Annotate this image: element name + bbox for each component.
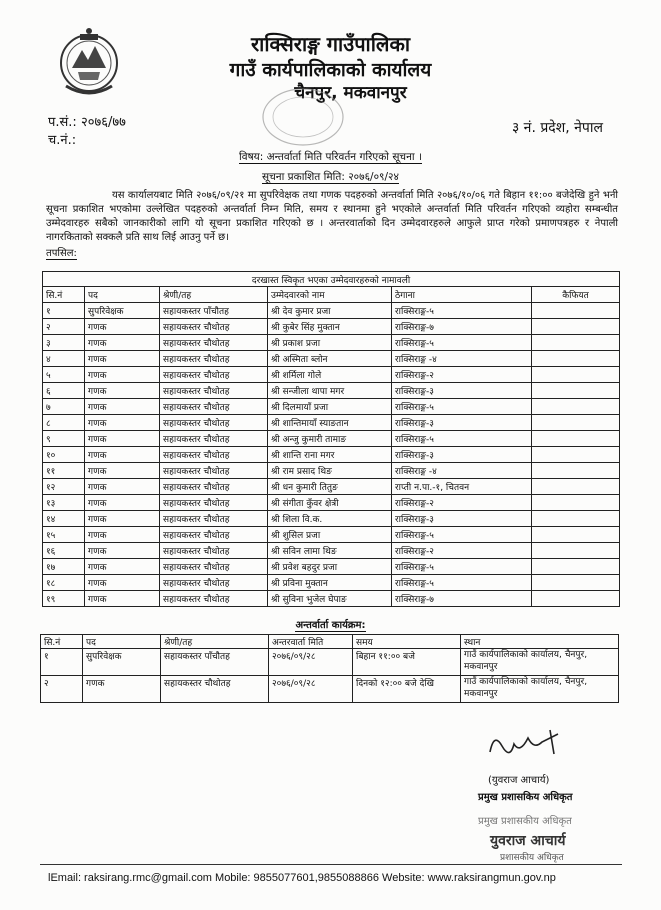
table-cell: गाउँ कार्यपालिकाको कार्यालय, चैनपुर, मकवानपुर: [461, 676, 619, 703]
table-cell: श्री दिलमायाँ प्रजा: [268, 399, 392, 415]
table-cell: १: [41, 649, 83, 676]
stamp-title: प्रमुख प्रशासकीय अधिकृत: [478, 816, 572, 827]
table-cell: [532, 399, 620, 415]
table-cell: [532, 511, 620, 527]
office-name: गाउँ कार्यपालिकाको कार्यालय: [229, 59, 432, 81]
table-cell: [532, 431, 620, 447]
table-cell: २०७६/०९/२८: [269, 649, 353, 676]
candidates-table-caption: दरखास्त स्विकृत भएका उम्मेदवारहरुको नामावली: [43, 272, 620, 287]
table-cell: १७: [43, 559, 85, 575]
stamp-subtitle: प्रशासकीय अधिकृत: [500, 853, 564, 863]
table-row: [43, 447, 620, 463]
table-cell: गणक: [85, 511, 160, 527]
table-cell: [532, 591, 620, 607]
table-cell: सहायकस्तर चौथोतह: [160, 335, 268, 351]
footer-contact: lEmail: raksirang.rmc@gmail.com Mobile: 9855077601,9855088866 Website: www.raksirangmun.gov.np: [48, 872, 556, 884]
notice-body: यस कार्यालयबाट मिति २०७६/०९/२१ मा सुपरिवेक्षक तथा गणक पदहरुको अन्तर्वार्ता मिति २०७६/१०/०६ गते बिहान ११:०० बजेदेखि हुने भनी सूचना प्रकाशित भएकोमा उल्लेखित पदहरुको अन्तर्वार्ता निम्न मिति, समय र स्थानमा हुने भएकोले अन्तर्वार्ता मिति परिवर्तन गरिएको व्यहोरा सम्बन्धीत उम्मेदवारहरु सबैको जानकारीको लागि यो सूचना प्रकाशित गरिएको छ । अन्तरवार्ताको दिन उम्मेदवारहरुले आफुले प्राप्त गरेको प्रमाणपत्रहरु र नेपाली नागरकिताको सक्कलै प्रति साथ लिई आउनु पर्ने छ।: [46, 190, 618, 243]
signatory-title: प्रमुख प्रशासकिय अधिकृत: [478, 792, 573, 803]
table-cell: गणक: [85, 415, 160, 431]
table-cell: ५: [43, 367, 85, 383]
table-cell: १४: [43, 511, 85, 527]
table-cell: दिनको १२:०० बजे देखि: [353, 676, 461, 703]
notice-subject: विषय: अन्तर्वार्ता मिति परिवर्तन गरिएको सूचना ।: [239, 151, 422, 163]
table-cell: ३: [43, 335, 85, 351]
table-cell: सहायकस्तर पाँचौतह: [160, 303, 268, 319]
table-row: [41, 676, 619, 703]
signatory-name: (युवराज आचार्य): [488, 775, 550, 786]
table-cell: [532, 559, 620, 575]
signature-icon: [480, 724, 570, 764]
schedule-header-row: [41, 635, 619, 649]
table-row: [43, 591, 620, 607]
table-cell: श्री सुविना भुजेल घेपाङ: [268, 591, 392, 607]
table-cell: [532, 463, 620, 479]
table-cell: सहायकस्तर चौथोतह: [160, 559, 268, 575]
table-cell: राक्सिराङ्ग-७: [392, 591, 532, 607]
table-cell: गणक: [85, 399, 160, 415]
table-cell: सहायकस्तर चौथोतह: [160, 399, 268, 415]
col-header: पद: [85, 287, 160, 303]
table-cell: गणक: [85, 351, 160, 367]
table-row: [43, 543, 620, 559]
col-header: श्रेणी/तह: [160, 287, 268, 303]
schedule-caption: अन्तर्वार्ता कार्यक्रम:: [295, 620, 366, 631]
table-cell: राक्सिराङ्ग-२: [392, 367, 532, 383]
table-cell: ४: [43, 351, 85, 367]
table-cell: श्री शान्ति राना मगर: [268, 447, 392, 463]
table-cell: सहायकस्तर चौथोतह: [160, 543, 268, 559]
table-cell: गणक: [85, 479, 160, 495]
table-cell: राक्सिराङ्ग-२: [392, 543, 532, 559]
table-cell: सहायकस्तर चौथोतह: [160, 351, 268, 367]
table-cell: सहायकस्तर चौथोतह: [160, 447, 268, 463]
table-cell: [532, 319, 620, 335]
table-cell: ११: [43, 463, 85, 479]
table-row: [43, 463, 620, 479]
col-header: श्रेणी/तह: [161, 635, 269, 649]
table-cell: गणक: [85, 495, 160, 511]
table-cell: राक्सिराङ्ग-५: [392, 303, 532, 319]
table-cell: श्री प्रविना मुक्तान: [268, 575, 392, 591]
table-cell: [532, 495, 620, 511]
table-cell: सहायकस्तर चौथोतह: [160, 319, 268, 335]
col-header: सि.नं: [41, 635, 83, 649]
col-header: उम्मेदवारको नाम: [268, 287, 392, 303]
table-cell: १०: [43, 447, 85, 463]
table-cell: गणक: [85, 319, 160, 335]
table-cell: राक्सिराङ्ग -४: [392, 351, 532, 367]
table-cell: सहायकस्तर चौथोतह: [160, 511, 268, 527]
table-cell: गणक: [83, 676, 161, 703]
table-cell: २: [43, 319, 85, 335]
table-cell: १५: [43, 527, 85, 543]
table-cell: श्री शुसिल प्रजा: [268, 527, 392, 543]
table-row: [43, 319, 620, 335]
table-cell: श्री सन्जीला थापा मगर: [268, 383, 392, 399]
table-cell: गणक: [85, 447, 160, 463]
table-cell: १६: [43, 543, 85, 559]
table-cell: [532, 447, 620, 463]
table-row: [43, 303, 620, 319]
table-cell: श्री शर्मिला गोले: [268, 367, 392, 383]
table-cell: सहायकस्तर चौथोतह: [160, 415, 268, 431]
table-cell: गणक: [85, 463, 160, 479]
col-header: अन्तरवार्ता मिति: [269, 635, 353, 649]
table-cell: सहायकस्तर चौथोतह: [160, 383, 268, 399]
table-cell: गणक: [85, 527, 160, 543]
table-cell: [532, 415, 620, 431]
table-cell: गणक: [85, 367, 160, 383]
table-row: [43, 559, 620, 575]
table-cell: [532, 575, 620, 591]
table-row: [43, 383, 620, 399]
col-header: सि.नं: [43, 287, 85, 303]
table-row: [43, 511, 620, 527]
candidates-header-row: [43, 287, 620, 303]
footer-divider: [40, 864, 622, 865]
table-cell: गाउँ कार्यपालिकाको कार्यालय, चैनपुर, मकवानपुर: [461, 649, 619, 676]
table-row: [43, 479, 620, 495]
table-cell: १२: [43, 479, 85, 495]
table-cell: श्री देव कुमार प्रजा: [268, 303, 392, 319]
table-cell: राक्सिराङ्ग-५: [392, 527, 532, 543]
table-cell: [532, 383, 620, 399]
table-cell: सहायकस्तर चौथोतह: [160, 495, 268, 511]
table-cell: १८: [43, 575, 85, 591]
table-cell: [532, 303, 620, 319]
table-cell: १३: [43, 495, 85, 511]
table-cell: ९: [43, 431, 85, 447]
table-row: [43, 495, 620, 511]
table-cell: श्री संगीता कुँवर क्षेत्री: [268, 495, 392, 511]
table-row: [43, 431, 620, 447]
table-cell: राक्सिराङ्ग-३: [392, 447, 532, 463]
table-cell: गणक: [85, 591, 160, 607]
table-cell: राक्सिराङ्ग-३: [392, 383, 532, 399]
dispatch-number: च.नं.:: [48, 133, 77, 148]
table-cell: [532, 367, 620, 383]
col-header: पद: [83, 635, 161, 649]
table-cell: ७: [43, 399, 85, 415]
table-cell: गणक: [85, 559, 160, 575]
col-header: ठेगाना: [392, 287, 532, 303]
candidates-table: [42, 271, 620, 607]
table-cell: [532, 543, 620, 559]
table-cell: ८: [43, 415, 85, 431]
table-row: [43, 575, 620, 591]
table-cell: सहायकस्तर चौथोतह: [160, 479, 268, 495]
table-cell: सहायकस्तर चौथोतह: [160, 527, 268, 543]
table-cell: श्री शान्तिमायाँ स्याङतान: [268, 415, 392, 431]
table-cell: राक्सिराङ्ग-५: [392, 575, 532, 591]
table-cell: सहायकस्तर चौथोतह: [160, 367, 268, 383]
table-cell: श्री कुबेर सिंह मुक्तान: [268, 319, 392, 335]
stamp-name: युवराज आचार्य: [490, 833, 566, 849]
table-cell: श्री अन्जु कुमारी तामाङ: [268, 431, 392, 447]
table-cell: राप्ती न.पा.-१, चितवन: [392, 479, 532, 495]
col-header: कैफियत: [532, 287, 620, 303]
table-cell: राक्सिराङ्ग-५: [392, 559, 532, 575]
reference-number: प.सं.: २०७६/७७: [48, 115, 126, 130]
table-cell: [532, 335, 620, 351]
table-cell: गणक: [85, 335, 160, 351]
col-header: समय: [353, 635, 461, 649]
table-row: [43, 367, 620, 383]
table-cell: गणक: [85, 431, 160, 447]
table-row: [43, 351, 620, 367]
table-cell: गणक: [85, 543, 160, 559]
table-cell: राक्सिराङ्ग-५: [392, 399, 532, 415]
schedule-table: [40, 634, 619, 703]
table-cell: सहायकस्तर चौथोतह: [160, 591, 268, 607]
table-cell: सहायकस्तर पाँचौतह: [161, 649, 269, 676]
org-name: राक्सिराङ्ग गाउँपालिका: [250, 32, 411, 56]
table-cell: [532, 479, 620, 495]
table-cell: १९: [43, 591, 85, 607]
table-cell: श्री शिला वि.क.: [268, 511, 392, 527]
table-cell: राक्सिराङ्ग-५: [392, 431, 532, 447]
table-cell: २: [41, 676, 83, 703]
table-row: [43, 415, 620, 431]
office-stamp-icon: [258, 82, 348, 152]
table-cell: २०७६/०९/२८: [269, 676, 353, 703]
table-cell: सहायकस्तर चौथोतह: [160, 575, 268, 591]
table-cell: राक्सिराङ्ग -४: [392, 463, 532, 479]
table-cell: [532, 527, 620, 543]
table-cell: राक्सिराङ्ग-५: [392, 335, 532, 351]
table-cell: श्री प्रवेश बहदुर प्रजा: [268, 559, 392, 575]
table-cell: राक्सिराङ्ग-७: [392, 319, 532, 335]
table-cell: सहायकस्तर चौथोतह: [160, 463, 268, 479]
table-cell: श्री राम प्रसाद थिङ: [268, 463, 392, 479]
table-row: [43, 335, 620, 351]
table-cell: श्री धन कुमारी तितुङ: [268, 479, 392, 495]
table-cell: राक्सिराङ्ग-३: [392, 511, 532, 527]
table-cell: सुपरिवेक्षक: [85, 303, 160, 319]
table-cell: श्री प्रकाश प्रजा: [268, 335, 392, 351]
table-cell: श्री सविन लामा थिङ: [268, 543, 392, 559]
table-cell: ६: [43, 383, 85, 399]
table-cell: बिहान ११:०० बजे: [353, 649, 461, 676]
published-date: सूचना प्रकाशित मिति: २०७६/०९/२४: [262, 171, 399, 183]
table-cell: [532, 351, 620, 367]
table-cell: राक्सिराङ्ग-२: [392, 495, 532, 511]
table-cell: १: [43, 303, 85, 319]
table-cell: श्री अस्मिता ब्लोन: [268, 351, 392, 367]
table-cell: गणक: [85, 383, 160, 399]
table-cell: राक्सिराङ्ग-३: [392, 415, 532, 431]
col-header: स्थान: [461, 635, 619, 649]
tapasil-label: तपसिल:: [46, 245, 77, 260]
table-cell: सहायकस्तर चौथोतह: [160, 431, 268, 447]
table-cell: सुपरिवेक्षक: [83, 649, 161, 676]
table-row: [41, 649, 619, 676]
table-cell: सहायकस्तर चौथोतह: [161, 676, 269, 703]
table-row: [43, 399, 620, 415]
office-location: चैनपुर, मकवानपुर: [294, 83, 407, 103]
table-row: [43, 527, 620, 543]
province-label: ३ नं. प्रदेश, नेपाल: [511, 120, 603, 136]
table-cell: गणक: [85, 575, 160, 591]
